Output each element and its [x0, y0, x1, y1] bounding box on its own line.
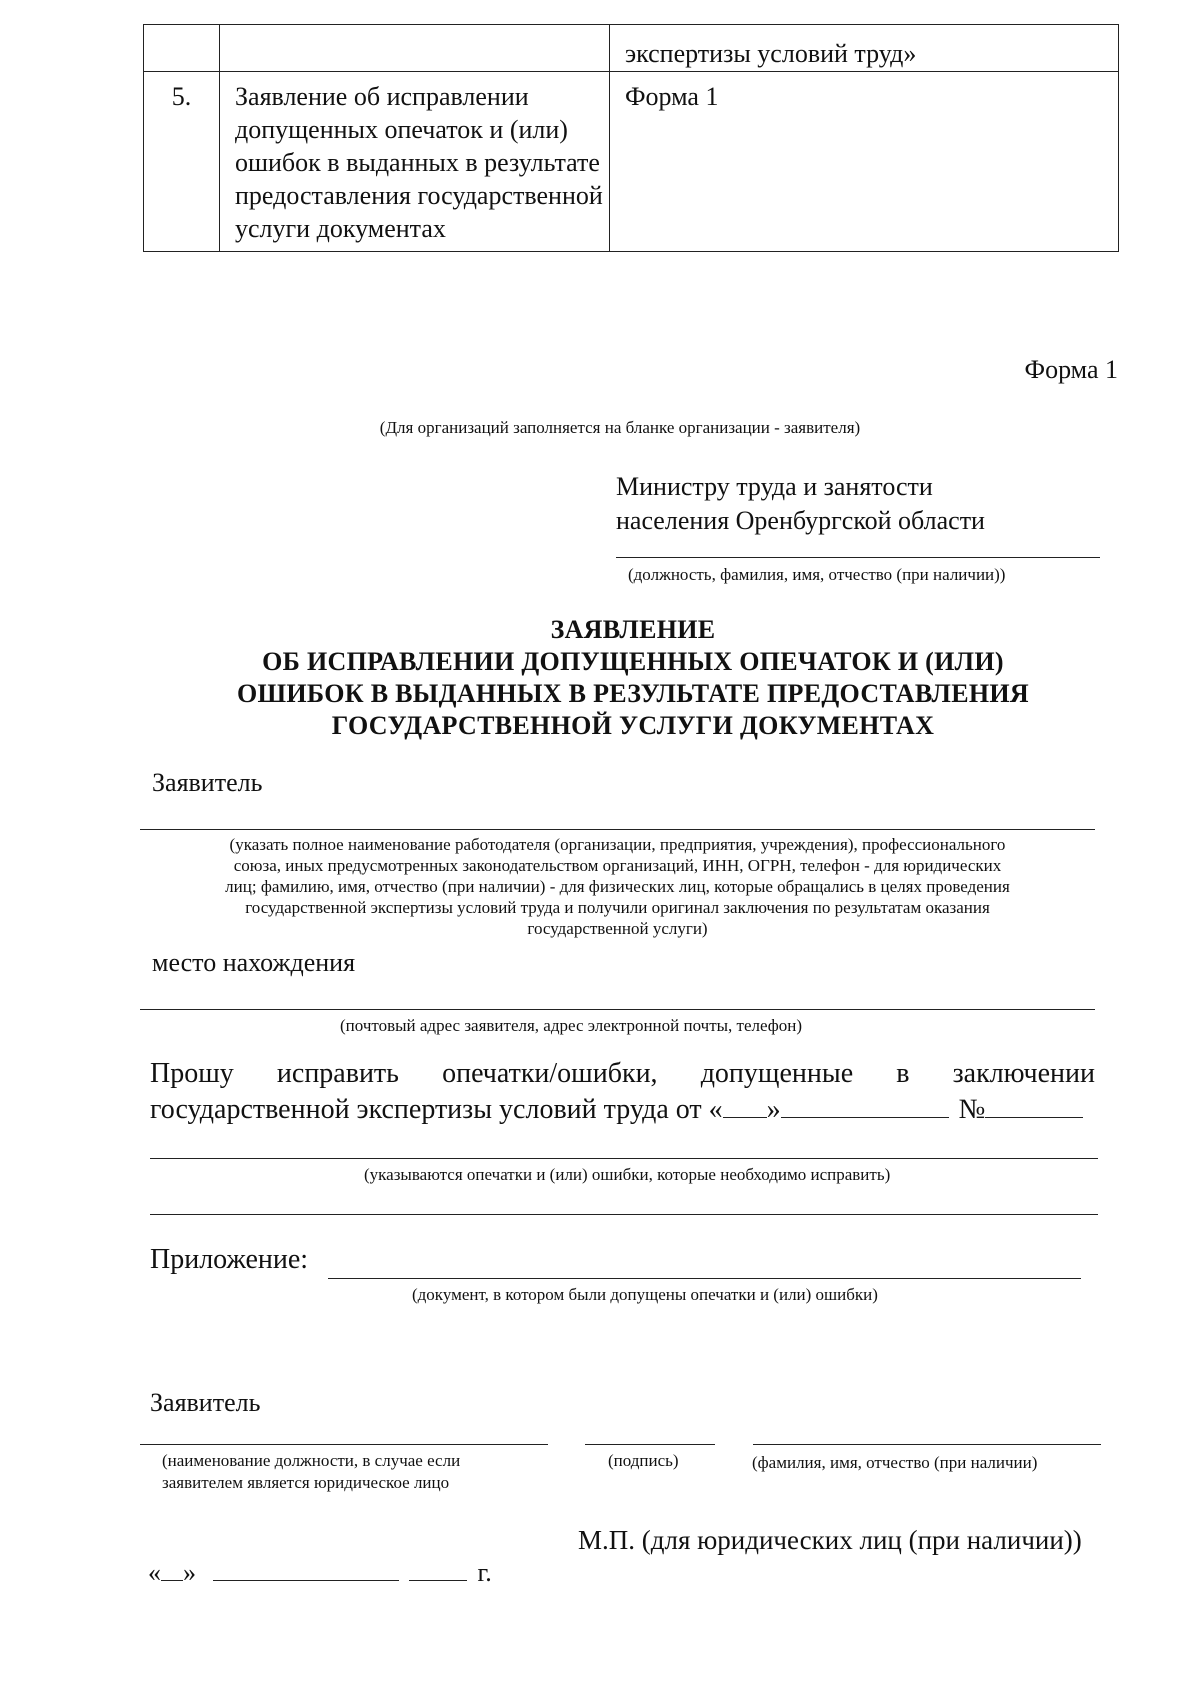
errors-line-2[interactable] [150, 1214, 1098, 1215]
row-number [144, 25, 220, 72]
location-underline [140, 1009, 1095, 1010]
signature-label: Заявитель [150, 1388, 261, 1417]
date-month-field[interactable] [213, 1562, 399, 1581]
request-word: опечатки/ошибки, [442, 1058, 658, 1089]
position-caption [162, 1450, 460, 1494]
position-line[interactable] [140, 1444, 548, 1445]
row-form: экспертизы условий труд» [625, 39, 917, 68]
addressee-caption: (должность, фамилия, имя, отчество (при наличии)) [628, 565, 1006, 584]
blank-note: (Для организаций заполняется на бланке организации - заявителя) [379, 418, 861, 437]
request-text: государственной экспертизы условий труда от « [150, 1094, 723, 1125]
stamp-note: М.П. (для юридических лиц (при наличии)) [578, 1525, 1082, 1555]
errors-line-1[interactable] [150, 1158, 1098, 1159]
addressee [616, 470, 985, 538]
request-line-1 [150, 1058, 1095, 1090]
form-label: Форма 1 [1024, 355, 1118, 384]
quote-close: » [766, 1094, 781, 1125]
title-line-1: ЗАЯВЛЕНИЕ [550, 615, 716, 644]
document-title [140, 614, 1126, 742]
position-caption-line-2: заявителем является юридическое лицо [162, 1473, 450, 1492]
row-form: Форма 1 [610, 72, 1119, 252]
applicant-underline [140, 829, 1095, 830]
request-word: исправить [276, 1058, 399, 1089]
applicant-caption-line: государственной экспертизы условий труда и получили оригинал заключения по результатам оказания [245, 898, 990, 917]
title-line-3: ОШИБОК В ВЫДАННЫХ В РЕЗУЛЬТАТЕ ПРЕДОСТАВЛЕНИЯ [237, 679, 1029, 708]
signature-caption: (подпись) [608, 1451, 679, 1470]
request-word: Прошу [150, 1058, 234, 1089]
applicant-label: Заявитель [152, 768, 263, 797]
date-quote-close: » [183, 1558, 196, 1587]
position-caption-line-1: (наименование должности, в случае если [162, 1451, 461, 1470]
month-field[interactable] [781, 1097, 949, 1118]
applicant-caption [140, 834, 1095, 939]
day-field[interactable] [723, 1097, 767, 1118]
date-day-field[interactable] [161, 1562, 183, 1581]
table-row [144, 72, 1119, 252]
applicant-caption-line: государственной услуги) [527, 919, 708, 938]
applicant-caption-line: (указать полное наименование работодателя (организации, предприятия, учреждения), профессионального [229, 835, 1006, 854]
applicant-caption-line: лиц; фамилию, имя, отчество (при наличии) - для физических лиц, которые обращались в целях проведения [225, 877, 1010, 896]
location-label: место нахождения [152, 948, 356, 977]
request-line-2 [150, 1094, 1083, 1126]
attachment-underline[interactable] [328, 1278, 1081, 1279]
applicant-caption-line: союза, иных предусмотренных законодательством организаций, ИНН, ОГРН, телефон - для юридических [233, 856, 1002, 875]
row-form-cell [610, 25, 1119, 72]
table-row [144, 25, 1119, 72]
date-year-field[interactable] [409, 1562, 467, 1581]
addressee-underline [616, 557, 1100, 558]
request-word: допущенные [700, 1058, 854, 1089]
addressee-line-1: Министру труда и занятости [616, 472, 933, 501]
fullname-line[interactable] [753, 1444, 1101, 1445]
addressee-line-2: населения Оренбургской области [616, 506, 985, 535]
row-number: 5. [144, 72, 220, 252]
row-document-name: Заявление об исправлении допущенных опечаток и (или) ошибок в выданных в результате предоставления государственной услуги документах [220, 72, 610, 252]
title-line-2: ОБ ИСПРАВЛЕНИИ ДОПУЩЕННЫХ ОПЕЧАТОК И (ИЛИ) [262, 647, 1004, 676]
services-table [143, 24, 1119, 252]
location-caption: (почтовый адрес заявителя, адрес электронной почты, телефон) [340, 1016, 803, 1035]
fullname-caption: (фамилия, имя, отчество (при наличии) [752, 1453, 1038, 1472]
date-quote-open: « [148, 1558, 161, 1587]
request-word: в [896, 1058, 910, 1089]
date-row [148, 1558, 492, 1588]
request-word: заключении [952, 1058, 1095, 1089]
attachment-caption: (документ, в котором были допущены опечатки и (или) ошибки) [412, 1285, 878, 1304]
attachment-label: Приложение: [150, 1244, 309, 1275]
number-sign: № [958, 1094, 986, 1125]
date-year-suffix: г. [477, 1558, 492, 1587]
row-document-name [220, 25, 610, 72]
signature-line[interactable] [585, 1444, 715, 1445]
conclusion-number-field[interactable] [985, 1097, 1083, 1118]
errors-caption: (указываются опечатки и (или) ошибки, которые необходимо исправить) [364, 1165, 891, 1184]
title-line-4: ГОСУДАРСТВЕННОЙ УСЛУГИ ДОКУМЕНТАХ [331, 711, 935, 740]
